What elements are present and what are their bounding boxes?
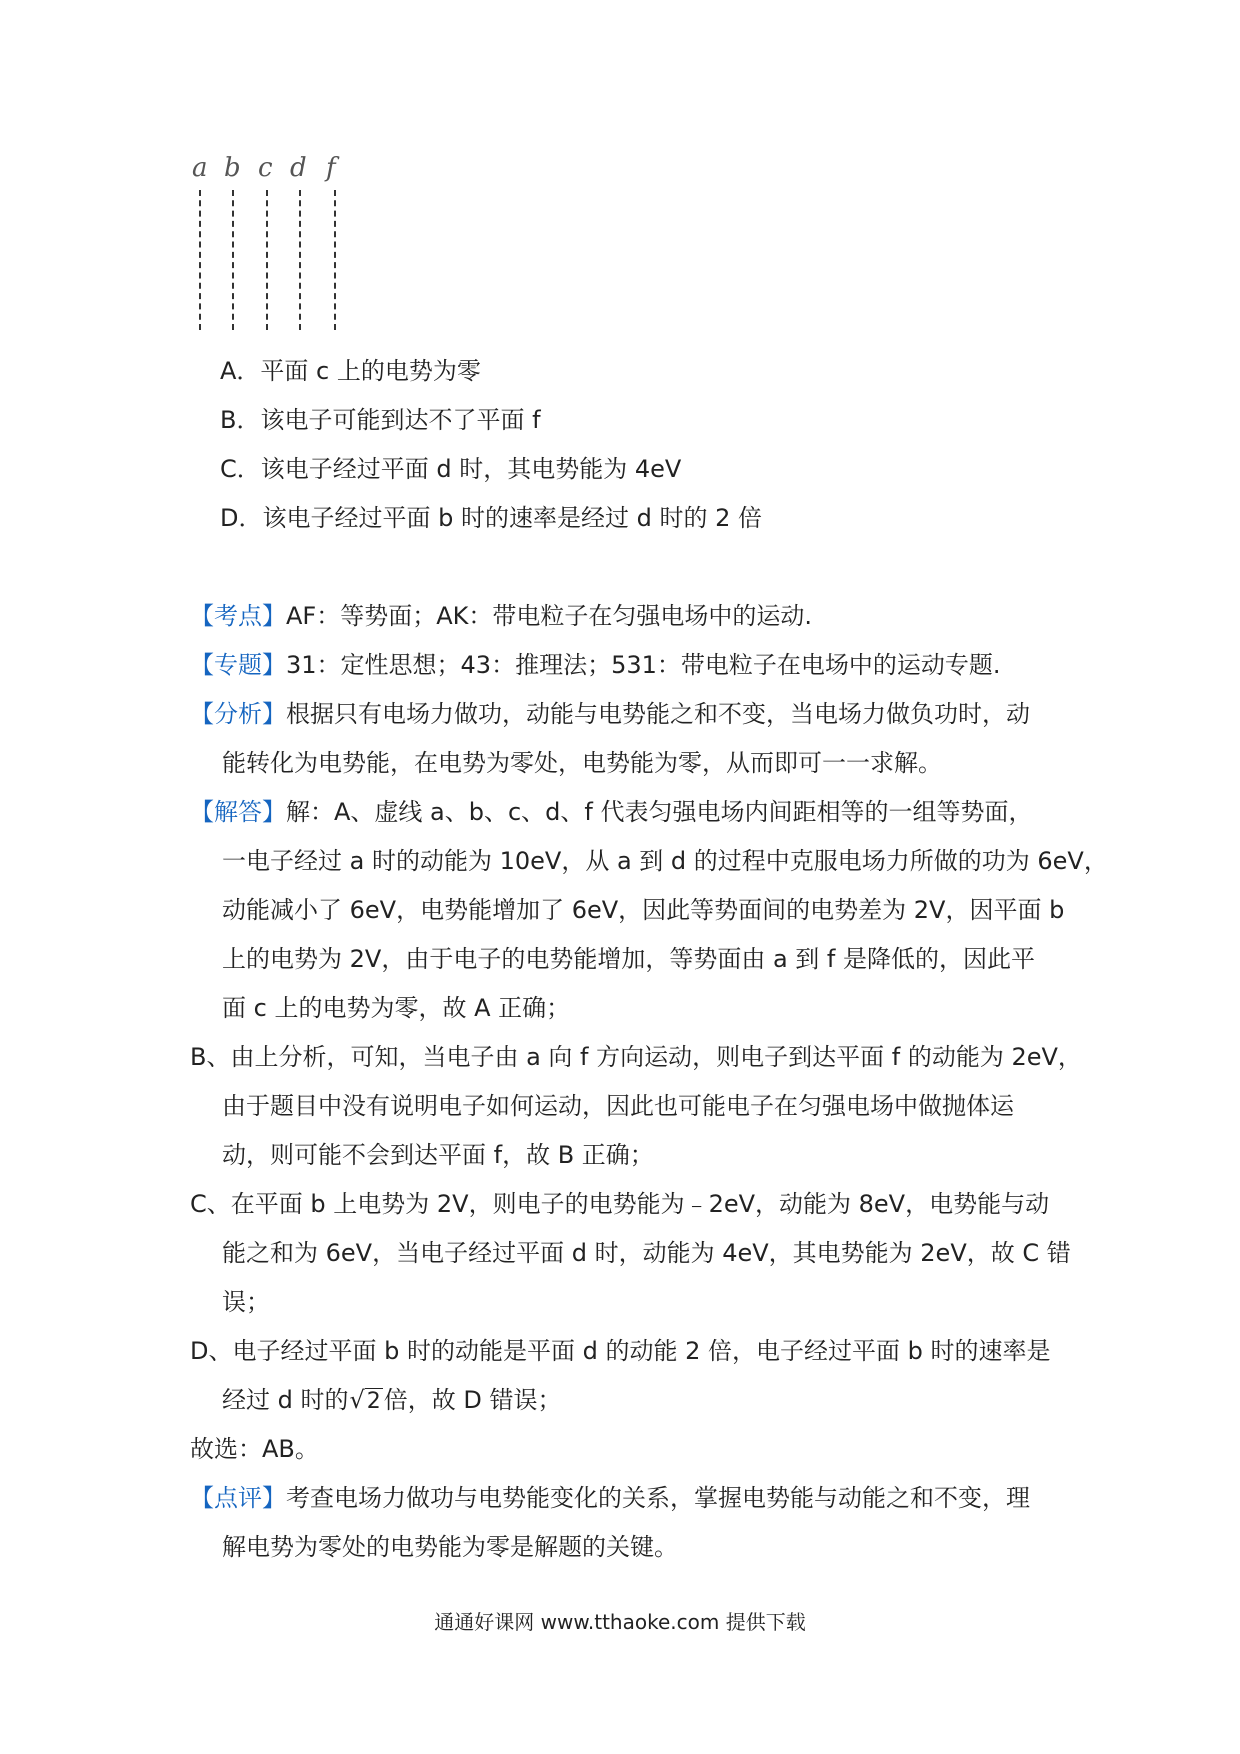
dianping-text-1: 考查电场力做功与电势能变化的关系，掌握电势能与动能之和不变，理 [286,1484,1030,1512]
jieda-text-4: 上的电势为 2V，由于电子的电势能增加，等势面由 a 到 f 是降低的，因此平 [222,945,1035,973]
plane-line-b [232,190,234,330]
option-b: B．该电子可能到达不了平面 f [220,406,541,434]
plane-label-f: f [326,153,336,183]
jieda-text-9: C、在平面 b 上电势为 2V，则电子的电势能为﹣2eV，动能为 8eV，电势能与动 [190,1190,1050,1218]
fenxi-text-2: 能转化为电势能，在电势为零处，电势能为零，从而即可一一求解。 [222,749,942,777]
jieda-text-5: 面 c 上的电势为零，故 A 正确； [222,994,571,1022]
zhuanti-tag: 【专题】 [190,651,286,679]
sqrt-symbol: √ [349,1386,365,1414]
plane-label-b: b [224,153,241,183]
zhuanti-line [190,649,1001,681]
sqrt-expression [350,1384,383,1418]
fenxi-text-1: 根据只有电场力做功，动能与电势能之和不变，当电场力做负功时，动 [286,700,1030,728]
jieda-text-6: B、由上分析，可知，当电子由 a 向 f 方向运动，则电子到达平面 f 的动能为 2eV， [190,1043,1082,1071]
plane-line-a [199,190,201,330]
option-c: C．该电子经过平面 d 时，其电势能为 4eV [220,455,682,483]
dianping-tag: 【点评】 [190,1484,286,1512]
plane-label-c: c [258,153,273,183]
dianping-text-2: 解电势为零处的电势能为零是解题的关键。 [222,1533,678,1561]
jieda-text-2: 一电子经过 a 时的动能为 10eV，从 a 到 d 的过程中克服电场力所做的功为 6eV， [222,847,1108,875]
sqrt-radicand: 2 [366,1389,381,1414]
jieda-last-post: 倍，故 D 错误； [383,1386,562,1414]
jieda-text-12: D、电子经过平面 b 时的动能是平面 d 的动能 2 倍，电子经过平面 b 时的速率是 [190,1337,1051,1365]
jieda-line-1 [190,796,1033,828]
jieda-last-pre: 经过 d 时的 [222,1386,349,1414]
plane-line-f [334,190,336,330]
answer-line: 故选：AB。 [190,1435,319,1463]
jieda-text-8: 动，则可能不会到达平面 f，故 B 正确； [222,1141,654,1169]
equipotential-planes-figure [190,155,350,335]
plane-label-a: a [192,153,208,183]
kaodian-text: AF：等势面；AK：带电粒子在匀强电场中的运动. [286,602,813,630]
zhuanti-text: 31：定性思想；43：推理法；531：带电粒子在电场中的运动专题. [286,651,1001,679]
kaodian-line [190,600,812,632]
fenxi-line-1 [190,698,1030,730]
plane-line-c [266,190,268,330]
jieda-tag: 【解答】 [190,798,286,826]
jieda-text-13 [222,1384,562,1418]
plane-line-d [299,190,301,330]
plane-label-d: d [290,153,307,183]
jieda-text-11: 误； [222,1288,270,1316]
option-a: A．平面 c 上的电势为零 [220,357,481,385]
page-footer: 通通好课网 www.tthaoke.com 提供下载 [434,1610,806,1634]
option-d: D．该电子经过平面 b 时的速率是经过 d 时的 2 倍 [220,504,762,532]
jieda-text-10: 能之和为 6eV，当电子经过平面 d 时，动能为 4eV，其电势能为 2eV，故 C 错 [222,1239,1071,1267]
dianping-line-1 [190,1482,1030,1514]
jieda-text-1: 解：A、虚线 a、b、c、d、f 代表匀强电场内间距相等的一组等势面， [286,798,1033,826]
jieda-text-3: 动能减小了 6eV，电势能增加了 6eV，因此等势面间的电势差为 2V，因平面 b [222,896,1065,924]
kaodian-tag: 【考点】 [190,602,286,630]
jieda-text-7: 由于题目中没有说明电子如何运动，因此也可能电子在匀强电场中做抛体运 [222,1092,1014,1120]
fenxi-tag: 【分析】 [190,700,286,728]
